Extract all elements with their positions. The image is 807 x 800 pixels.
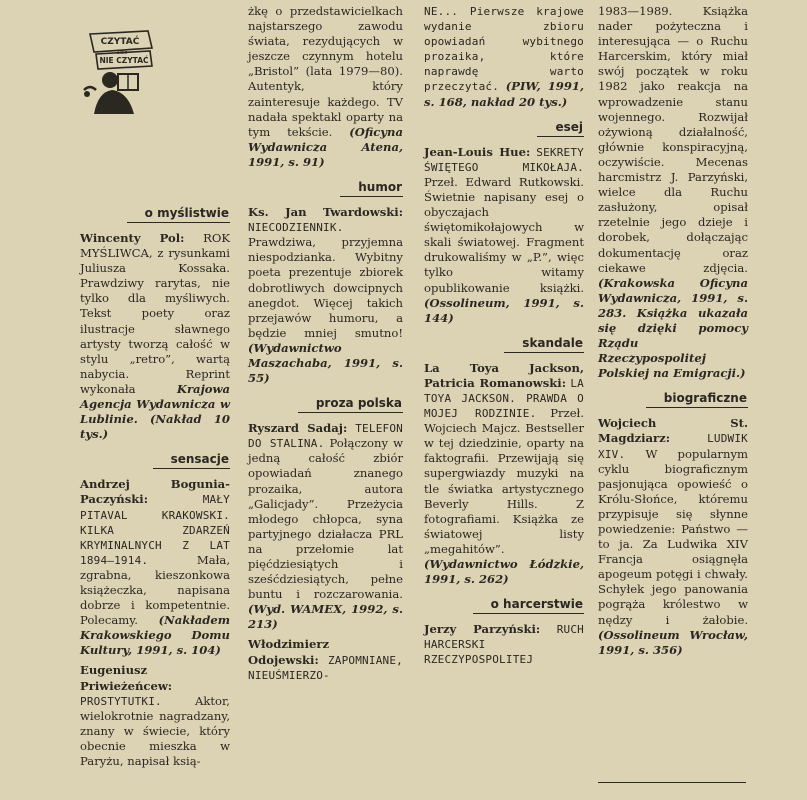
article-continuation: żkę o przedstawicielkach najstarszego zawodu świata, rezydujących w jeszcze czynnym hotelu „Bristol” (lata 1979—80). Autentyk, który zainteresuje każdego. TV nadała spektakl oparty na tym tekście. (Oficyna Wydawnicza Atena, 1991, s. 91) bbox=[248, 4, 403, 169]
section-header: proza polska bbox=[248, 396, 403, 413]
section-header: esej bbox=[424, 120, 584, 137]
section-header: sensacje bbox=[80, 452, 230, 469]
article: Wojciech St. Magdziarz: LUDWIK XIV. W popularnym cyklu biograficznym pasjonująca opowieść o Królu-Słońce, któremu przypisuje się słynne powiedzenie: Państwo — to ja. Za Ludwika XIV Francja osiągnęła apogeum potęgi i chwały. Schyłek jego panowania pogrąża królestwo w nędzy i żałobie. (Ossolineum Wrocław, 1991, s. 356) bbox=[598, 416, 748, 657]
section-header: biograficzne bbox=[598, 391, 748, 408]
logo-line3: NIE CZYTAĆ bbox=[99, 56, 149, 65]
article-continuation: 1983—1989. Książka nader pożyteczna i interesująca — o Ruchu Harcerskim, który miał swój początek w roku 1982 jako reakcja na wprowadzenie stanu wojennego. Rozwijał ożywioną działalność, głównie konspiracyjną, oczywiście. Mecenas harcmistrz J. Parzyński, wielce dla Ruchu zasłużony, opisał rzetelnie jego dzieje i dorobek, dołączając dokumentację oraz ciekawe zdjęcia. (Krakowska Oficyna Wydawnicza, 1991, s. 283. Książka ukazała się dzięki pomocy Rządu Rzeczypospolitej Polskiej na Emigracji.) bbox=[598, 4, 748, 381]
article: Ryszard Sadaj: TELEFON DO STALINA. Połączony w jedną całość zbiór opowiadań znanego prozaika, autora „Galicjady”. Przeżycia młodego chłopca, syna partyjnego działacza PRL na przełomie lat pięćdziesiątych i sześćdziesiątych, pełne buntu i rozczarowania. (Wyd. WAMEX, 1992, s. 213) bbox=[248, 421, 403, 632]
article: Jerzy Parzyński: RUCH HARCERSKI RZECZYPOSPOLITEJ bbox=[424, 622, 584, 667]
article-continuation: NE... Pierwsze krajowe wydanie zbioru opowiadań wybitnego prozaika, które naprawdę warto przeczytać. (PIW, 1991, s. 168, nakład 20 tys.) bbox=[424, 5, 584, 109]
article: Eugeniusz Priwieżeńcew: PROSTYTUTKI. Aktor, wielokrotnie nagradzany, znany w świecie, który obecnie mieszka w Paryżu, napisał ksią- bbox=[80, 663, 230, 768]
article: La Toya Jackson, Patricia Romanowski: LA TOYA JACKSON. PRAWDA O MOJEJ RODZINIE. Przeł. Wojciech Majcz. Bestseller w tej dziedzinie, oparty na faktografii. Przewijają się supergwiazdy muzyki na tle światka artystycznego Beverly Hills. Z fotografiami. Książka ze światowej listy „megahitów”. (Wydawnictwo Łódzkie, 1991, s. 262) bbox=[424, 360, 585, 587]
article: Andrzej Bogunia-Paczyński: MAŁY PITAVAL KRAKOWSKI. KILKA ZDARZEŃ KRYMINALNYCH Z LAT 1894—1914. Mała, zgrabna, kieszonkowa książeczka, napisana dobrze i kompetentnie. Polecamy. (Nakładem Krakowskiego Domu Kultury, 1991, s. 104) bbox=[80, 477, 230, 658]
section-header: humor bbox=[248, 180, 403, 197]
logo-line1: CZYTAĆ bbox=[100, 37, 140, 47]
section-header: o myślistwie bbox=[80, 206, 230, 223]
section-header: skandale bbox=[424, 336, 584, 353]
section-header: o harcerstwie bbox=[424, 597, 584, 614]
reader-icon bbox=[76, 28, 162, 118]
article: Jean-Louis Hue: SEKRETY ŚWIĘTEGO MIKOŁAJA. Przeł. Edward Rutkowski. Świetnie napisany esej o obyczajach świętomikołajowych w skali światowej. Fragment drukowaliśmy w „P.”, więc tylko witamy opublikowanie książki. (Ossolineum, 1991, s. 144) bbox=[424, 144, 585, 325]
article: Ks. Jan Twardowski: NIECODZIENNIK. Prawdziwa, przyjemna niespodzianka. Wybitny poeta prezentuje zbiorek dobrotliwych dowcipnych anegdot. Więcej takich przejawów humoru, a będzie mniej smutno! (Wydawnictwo Maszachaba, 1991, s. 55) bbox=[248, 205, 403, 386]
czytac-logo bbox=[76, 28, 162, 118]
end-rule bbox=[598, 782, 746, 783]
article: Włodzimierz Odojewski: ZAPOMNIANE, NIEUŚMIERZO- bbox=[248, 637, 403, 682]
article: Wincenty Pol: ROK MYŚLIWCA, z rysunkami Juliusza Kossaka. Prawdziwy rarytas, nie tylko dla myśliwych. Tekst poety oraz ilustracje sławnego artysty tworzą całość w stylu „retro”, wartą nabycia. Reprint wykonała Krajowa Agencja Wydawnicza w Lublinie. (Nakład 10 tys.) bbox=[80, 231, 230, 442]
logo-line2: albo bbox=[116, 50, 128, 56]
